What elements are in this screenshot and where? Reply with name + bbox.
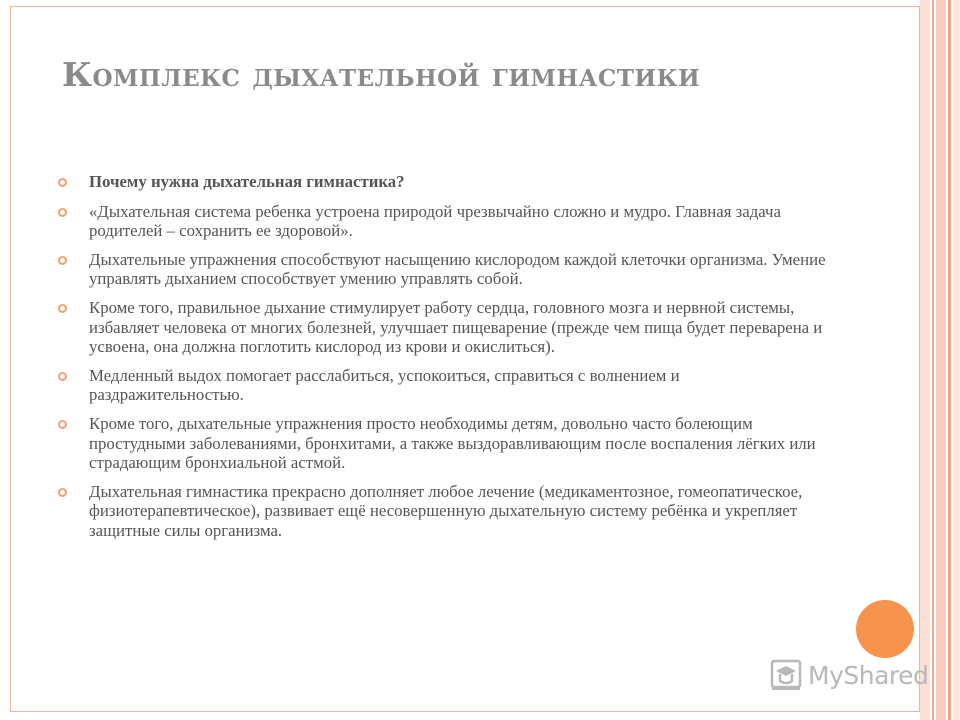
stripe bbox=[948, 0, 951, 720]
mortarboard-icon bbox=[768, 657, 804, 693]
bullet-list bbox=[58, 172, 828, 550]
bullet-icon bbox=[58, 372, 67, 381]
list-item bbox=[58, 414, 828, 473]
stripe bbox=[932, 0, 934, 720]
decorative-circle bbox=[856, 600, 914, 658]
bullet-icon bbox=[58, 420, 67, 429]
list-item bbox=[58, 250, 828, 289]
watermark bbox=[768, 656, 928, 694]
list-item bbox=[58, 366, 828, 405]
list-item-text: Дыхательная гимнастика прекрасно дополняет любое лечение (медикаментозное, гомеопатическое, физиотерапевтическое), развивает ещё несовершенную дыхательную систему ребёнка и укрепляет защитные силы организма. bbox=[89, 481, 803, 540]
bullet-icon bbox=[58, 208, 67, 217]
bullet-icon bbox=[58, 304, 67, 313]
decorative-stripes bbox=[920, 0, 960, 720]
list-item-text: Кроме того, дыхательные упражнения просто необходимы детям, довольно часто болеющим простудными заболеваниями, бронхитами, а также выздоравливающим после воспаления лёгких или страдающим бронхиальной астмой. bbox=[89, 413, 816, 473]
list-item-text: «Дыхательная система ребенка устроена природой чрезвычайно сложно и мудро. Главная задача родителей – сохранить ее здоровой». bbox=[89, 201, 781, 241]
bullet-icon bbox=[58, 178, 67, 187]
bullet-icon bbox=[58, 488, 67, 497]
list-item-text: Кроме того, правильное дыхание стимулирует работу сердца, головного мозга и нервной системы, избавляет человека от многих болезней, улучшает пищеварение (прежде чем пища будет переварена и усвоена, она должна поглотить кислород из крови и окислиться). bbox=[89, 297, 823, 357]
stripe bbox=[936, 0, 946, 720]
list-item bbox=[58, 298, 828, 357]
stripe bbox=[920, 0, 930, 720]
bullet-icon bbox=[58, 256, 67, 265]
stripe bbox=[953, 0, 960, 720]
list-item-text: Медленный выдох помогает расслабиться, успокоиться, справиться с волнением и раздражительностью. bbox=[89, 365, 680, 405]
list-item-text: Почему нужна дыхательная гимнастика? bbox=[89, 172, 405, 191]
list-item bbox=[58, 172, 828, 192]
list-item-text: Дыхательные упражнения способствуют насыщению кислородом каждой клеточки организма. Умение управлять дыханием способствует умению управлять собой. bbox=[89, 249, 826, 289]
list-item bbox=[58, 202, 828, 241]
list-item bbox=[58, 482, 828, 541]
slide-title: Комплекс дыхательной гимнастики bbox=[62, 55, 701, 94]
watermark-text: MyShared bbox=[808, 660, 929, 690]
